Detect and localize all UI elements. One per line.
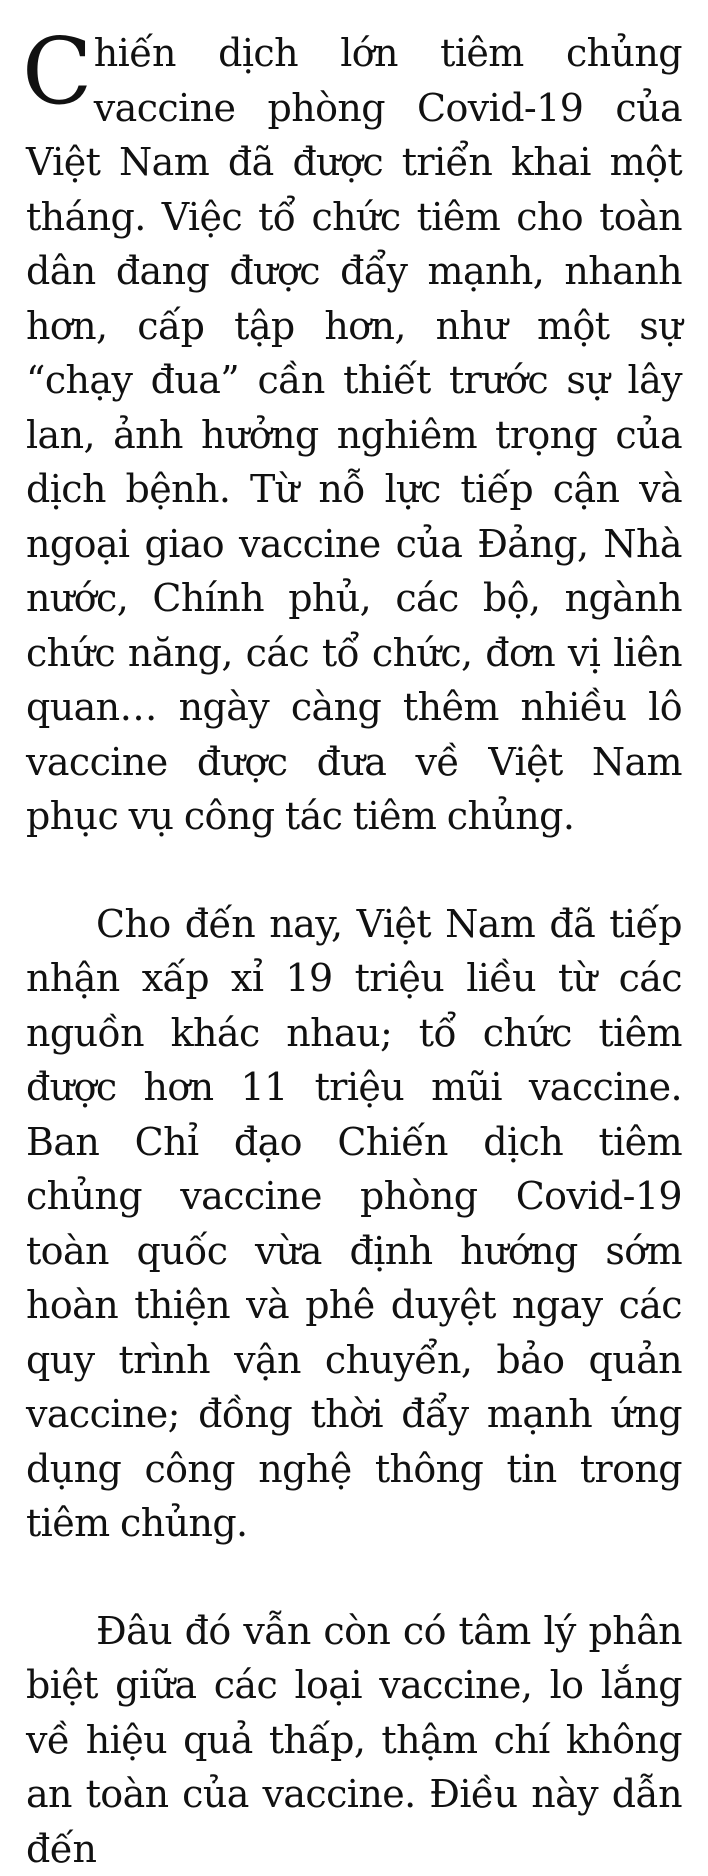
- paragraph-1: [26, 26, 682, 844]
- paragraph-1-text: hiến dịch lớn tiêm chủng vaccine phòng Covid-19 của Việt Nam đã được triển khai một tháng. Việc tổ chức tiêm cho toàn dân đang được đẩy mạnh, nhanh hơn, cấp tập hơn, như một sự “chạy đua” cần thiết trước sự lây lan, ảnh hưởng nghiêm trọng của dịch bệnh. Từ nỗ lực tiếp cận và ngoại giao vaccine của Đảng, Nhà nước, Chính phủ, các bộ, ngành chức năng, các tổ chức, đơn vị liên quan… ngày càng thêm nhiều lô vaccine được đưa về Việt Nam phục vụ công tác tiêm chủng.: [26, 31, 682, 838]
- article-body: [26, 26, 682, 1876]
- drop-cap: C: [22, 30, 92, 126]
- paragraph-2: Cho đến nay, Việt Nam đã tiếp nhận xấp xỉ 19 triệu liều từ các nguồn khác nhau; tổ chức tiêm được hơn 11 triệu mũi vaccine. Ban Chỉ đạo Chiến dịch tiêm chủng vaccine phòng Covid-19 toàn quốc vừa định hướng sớm hoàn thiện và phê duyệt ngay các quy trình vận chuyển, bảo quản vaccine; đồng thời đẩy mạnh ứng dụng công nghệ thông tin trong tiêm chủng.: [26, 897, 682, 1551]
- paragraph-3: Đâu đó vẫn còn có tâm lý phân biệt giữa các loại vaccine, lo lắng về hiệu quả thấp, thậm chí không an toàn của vaccine. Điều này dẫn đến: [26, 1604, 682, 1876]
